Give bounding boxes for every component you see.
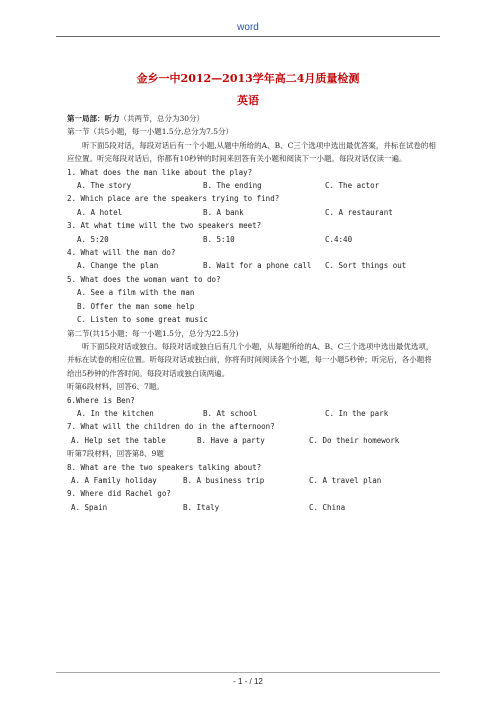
question-7-options <box>67 434 439 447</box>
question-8: 8. What are the two speakers talking about? <box>67 462 262 472</box>
option-b: B. A bank <box>203 207 244 217</box>
option-c: C. The actor <box>325 181 380 191</box>
question-9: 9. Where did Rachel go? <box>67 489 171 499</box>
header-rule <box>56 36 440 37</box>
question-6-options <box>67 407 439 420</box>
option-c: C. A travel plan <box>309 475 382 485</box>
material-7-note: 听第7段材料，回答第8、9题 <box>67 449 164 459</box>
part1-heading: 第一局部：听力 <box>67 114 120 123</box>
question-4: 4. What will the man do? <box>67 248 176 258</box>
option-a: A. See a film with the man <box>77 288 195 298</box>
option-a: A. Help set the table <box>71 435 166 445</box>
section2-heading: 第二节(共15小题；每一小题1.5分，总分为22.5分) <box>67 328 239 338</box>
option-c: C. Listen to some great music <box>77 315 208 325</box>
question-3: 3. At what time will the two speakers meet? <box>67 221 262 231</box>
question-9-options <box>67 501 439 514</box>
question-2: 2. Which place are the speakers trying to find? <box>67 194 280 204</box>
header-label: word <box>237 22 259 33</box>
option-a: A. In the kitchen <box>77 408 154 418</box>
question-1-options <box>67 179 439 192</box>
option-b: B. At school <box>203 408 258 418</box>
question-6: 6.Where is Ben? <box>67 395 135 405</box>
question-1: 1. What does the man like about the play? <box>67 167 253 177</box>
page-title: 金乡一中2012—2013学年高二4月质量检测 <box>136 72 360 85</box>
option-c: C. Sort things out <box>325 261 407 271</box>
part1-note: （共两节，总分为30分） <box>119 114 205 123</box>
option-a: A. A hotel <box>77 207 123 217</box>
question-8-options <box>67 474 439 487</box>
subject-title: 英语 <box>237 94 259 107</box>
option-a: A. The story <box>77 181 132 191</box>
option-b: B. Italy <box>183 502 220 512</box>
option-a: A. A Family holiday <box>71 475 157 485</box>
section1-heading: 第一节（共5小题，每一小题1.5分,总分为7.5分） <box>67 127 234 137</box>
question-7: 7. What will the children do in the afternoon? <box>67 422 275 432</box>
option-c: C. A restaurant <box>325 207 393 217</box>
document-body <box>67 112 439 514</box>
option-c: C. China <box>309 502 346 512</box>
option-a: A. Change the plan <box>77 261 159 271</box>
option-b: B. 5:10 <box>203 234 235 244</box>
section2-instructions: 听下面5段对话或独白。每段对话或独白后有几个小题，从每题所给的A、B、C三个选项中选出最优选项，并标在试卷的相应位置。听每段对话或独白前，你将有时间阅读各个小题，每一小题5秒钟；听完后，各小题将给出5秒钟的作答时间。每段对话或独白读两遍。 <box>67 341 434 378</box>
question-3-options <box>67 233 439 246</box>
option-c: C. In the park <box>325 408 389 418</box>
option-c: C.4:40 <box>325 234 353 244</box>
option-b: B. Have a party <box>197 435 265 445</box>
footer-rule <box>56 672 440 673</box>
option-a: A. 5:20 <box>77 234 109 244</box>
page-number: - 1 - / 12 <box>233 677 263 686</box>
option-b: B. A business trip <box>183 475 265 485</box>
option-a: A. Spain <box>71 502 108 512</box>
question-4-options <box>67 259 439 272</box>
question-2-options <box>67 206 439 219</box>
option-b: B. Offer the man some help <box>77 301 195 311</box>
option-c: C. Do their homework <box>309 435 400 445</box>
question-5: 5. What does the woman want to do? <box>67 274 221 284</box>
material-6-note: 听第6段材料，回答6、7题。 <box>67 382 164 392</box>
section1-instructions: 听下面5段对话，每段对话后有一个小题,从题中所给的A、B、C三个选项中选出最优答案，并标在试卷的相应位置。听完每段对话后，你都有10秒钟的时间来回答有关小题和阅读下一小题。每段对话仅读一遍。 <box>67 140 436 164</box>
part1-heading-row <box>67 112 439 125</box>
option-b: B. The ending <box>203 181 262 191</box>
option-b: B. Wait for a phone call <box>203 261 312 271</box>
